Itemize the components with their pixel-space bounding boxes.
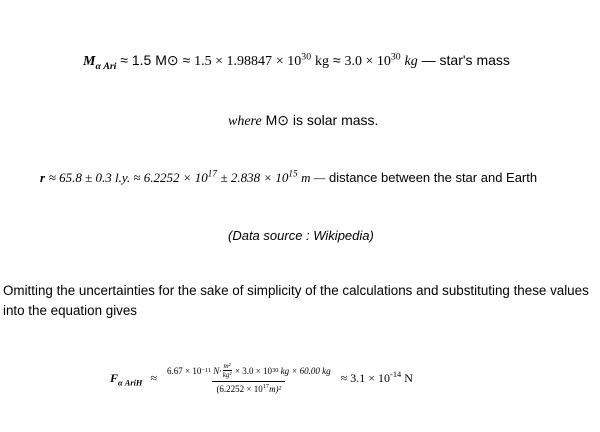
- distance-label: distance between the star and Earth: [328, 170, 538, 185]
- explanation-paragraph: Omitting the uncertainties for the sake of simplicity of the calculations and substituting these values into the equation gives: [3, 283, 589, 318]
- force-result: [341, 371, 413, 386]
- force-subscript: α AriH: [118, 377, 143, 387]
- solar-mass-note: [228, 112, 378, 130]
- mass-unit-rounded: kg: [404, 54, 418, 69]
- result-unit: N: [404, 370, 413, 385]
- mass-approx-3: ≈: [332, 52, 341, 68]
- num-part-1: 6.67 × 10: [167, 365, 202, 376]
- force-symbol: F: [110, 370, 119, 385]
- force-fraction: [163, 362, 335, 394]
- mass-subscript: α Ari: [95, 60, 117, 72]
- mass-value-coef: 1.5 × 1.98847: [194, 54, 272, 69]
- solar-mass-text: M⊙ is solar mass.: [265, 112, 379, 128]
- den-part-2: m)²: [269, 384, 282, 394]
- mass-label: — star's mass: [421, 52, 510, 68]
- distance-expr-1: ≈ 65.8 ± 0.3 l.y. ≈ 6.2252 × 10: [48, 170, 208, 185]
- force-approx: ≈: [150, 370, 158, 385]
- mass-equation: [83, 52, 510, 70]
- data-source: (Data source : Wikipedia): [228, 228, 374, 243]
- mass-approx: ≈: [120, 52, 128, 68]
- distance-symbol: r: [40, 170, 46, 185]
- mass-value-rounded: 3.0 × 10: [344, 54, 391, 69]
- where-word: where: [228, 114, 262, 129]
- distance-expr-2: ± 2.838 × 10: [220, 170, 289, 185]
- distance-equation: [40, 170, 537, 186]
- force-equation: [110, 362, 413, 394]
- unit-top: m²: [223, 362, 231, 370]
- mass-times: × 10: [275, 54, 302, 69]
- result-approx: ≈ 3.1 × 10: [340, 370, 391, 385]
- unit-fraction: [223, 362, 232, 379]
- mass-approx-2: ≈: [182, 52, 191, 68]
- mass-unit: kg: [314, 54, 329, 69]
- distance-unit: m —: [301, 170, 326, 185]
- mass-exp: 30: [301, 51, 312, 63]
- distance-exp-1: 17: [207, 168, 217, 179]
- result-exp: -14: [390, 369, 402, 379]
- mass-symbol: M: [83, 54, 96, 69]
- num-unit-pre: N·: [213, 365, 222, 376]
- den-part-1: (6.2252 × 10: [216, 384, 263, 394]
- den-exp: 17: [262, 383, 270, 390]
- force-numerator: 6.67 × 10 −11 N· $\frac{\text{m²}}{\text{kg²}}$ × 3.0 × 10 30 kg × 60.00 kg: [167, 362, 331, 379]
- force-denominator: [212, 381, 285, 394]
- mass-exp-rounded: 30: [390, 51, 401, 63]
- num-part-3: kg × 60.00 kg: [280, 365, 331, 376]
- distance-exp-2: 15: [288, 168, 298, 179]
- mass-value-solar: 1.5 M⊙: [131, 52, 179, 68]
- unit-bottom: kg²: [222, 371, 232, 379]
- force-symbol-group: [110, 371, 142, 386]
- num-part-2: × 3.0 × 10: [234, 365, 273, 376]
